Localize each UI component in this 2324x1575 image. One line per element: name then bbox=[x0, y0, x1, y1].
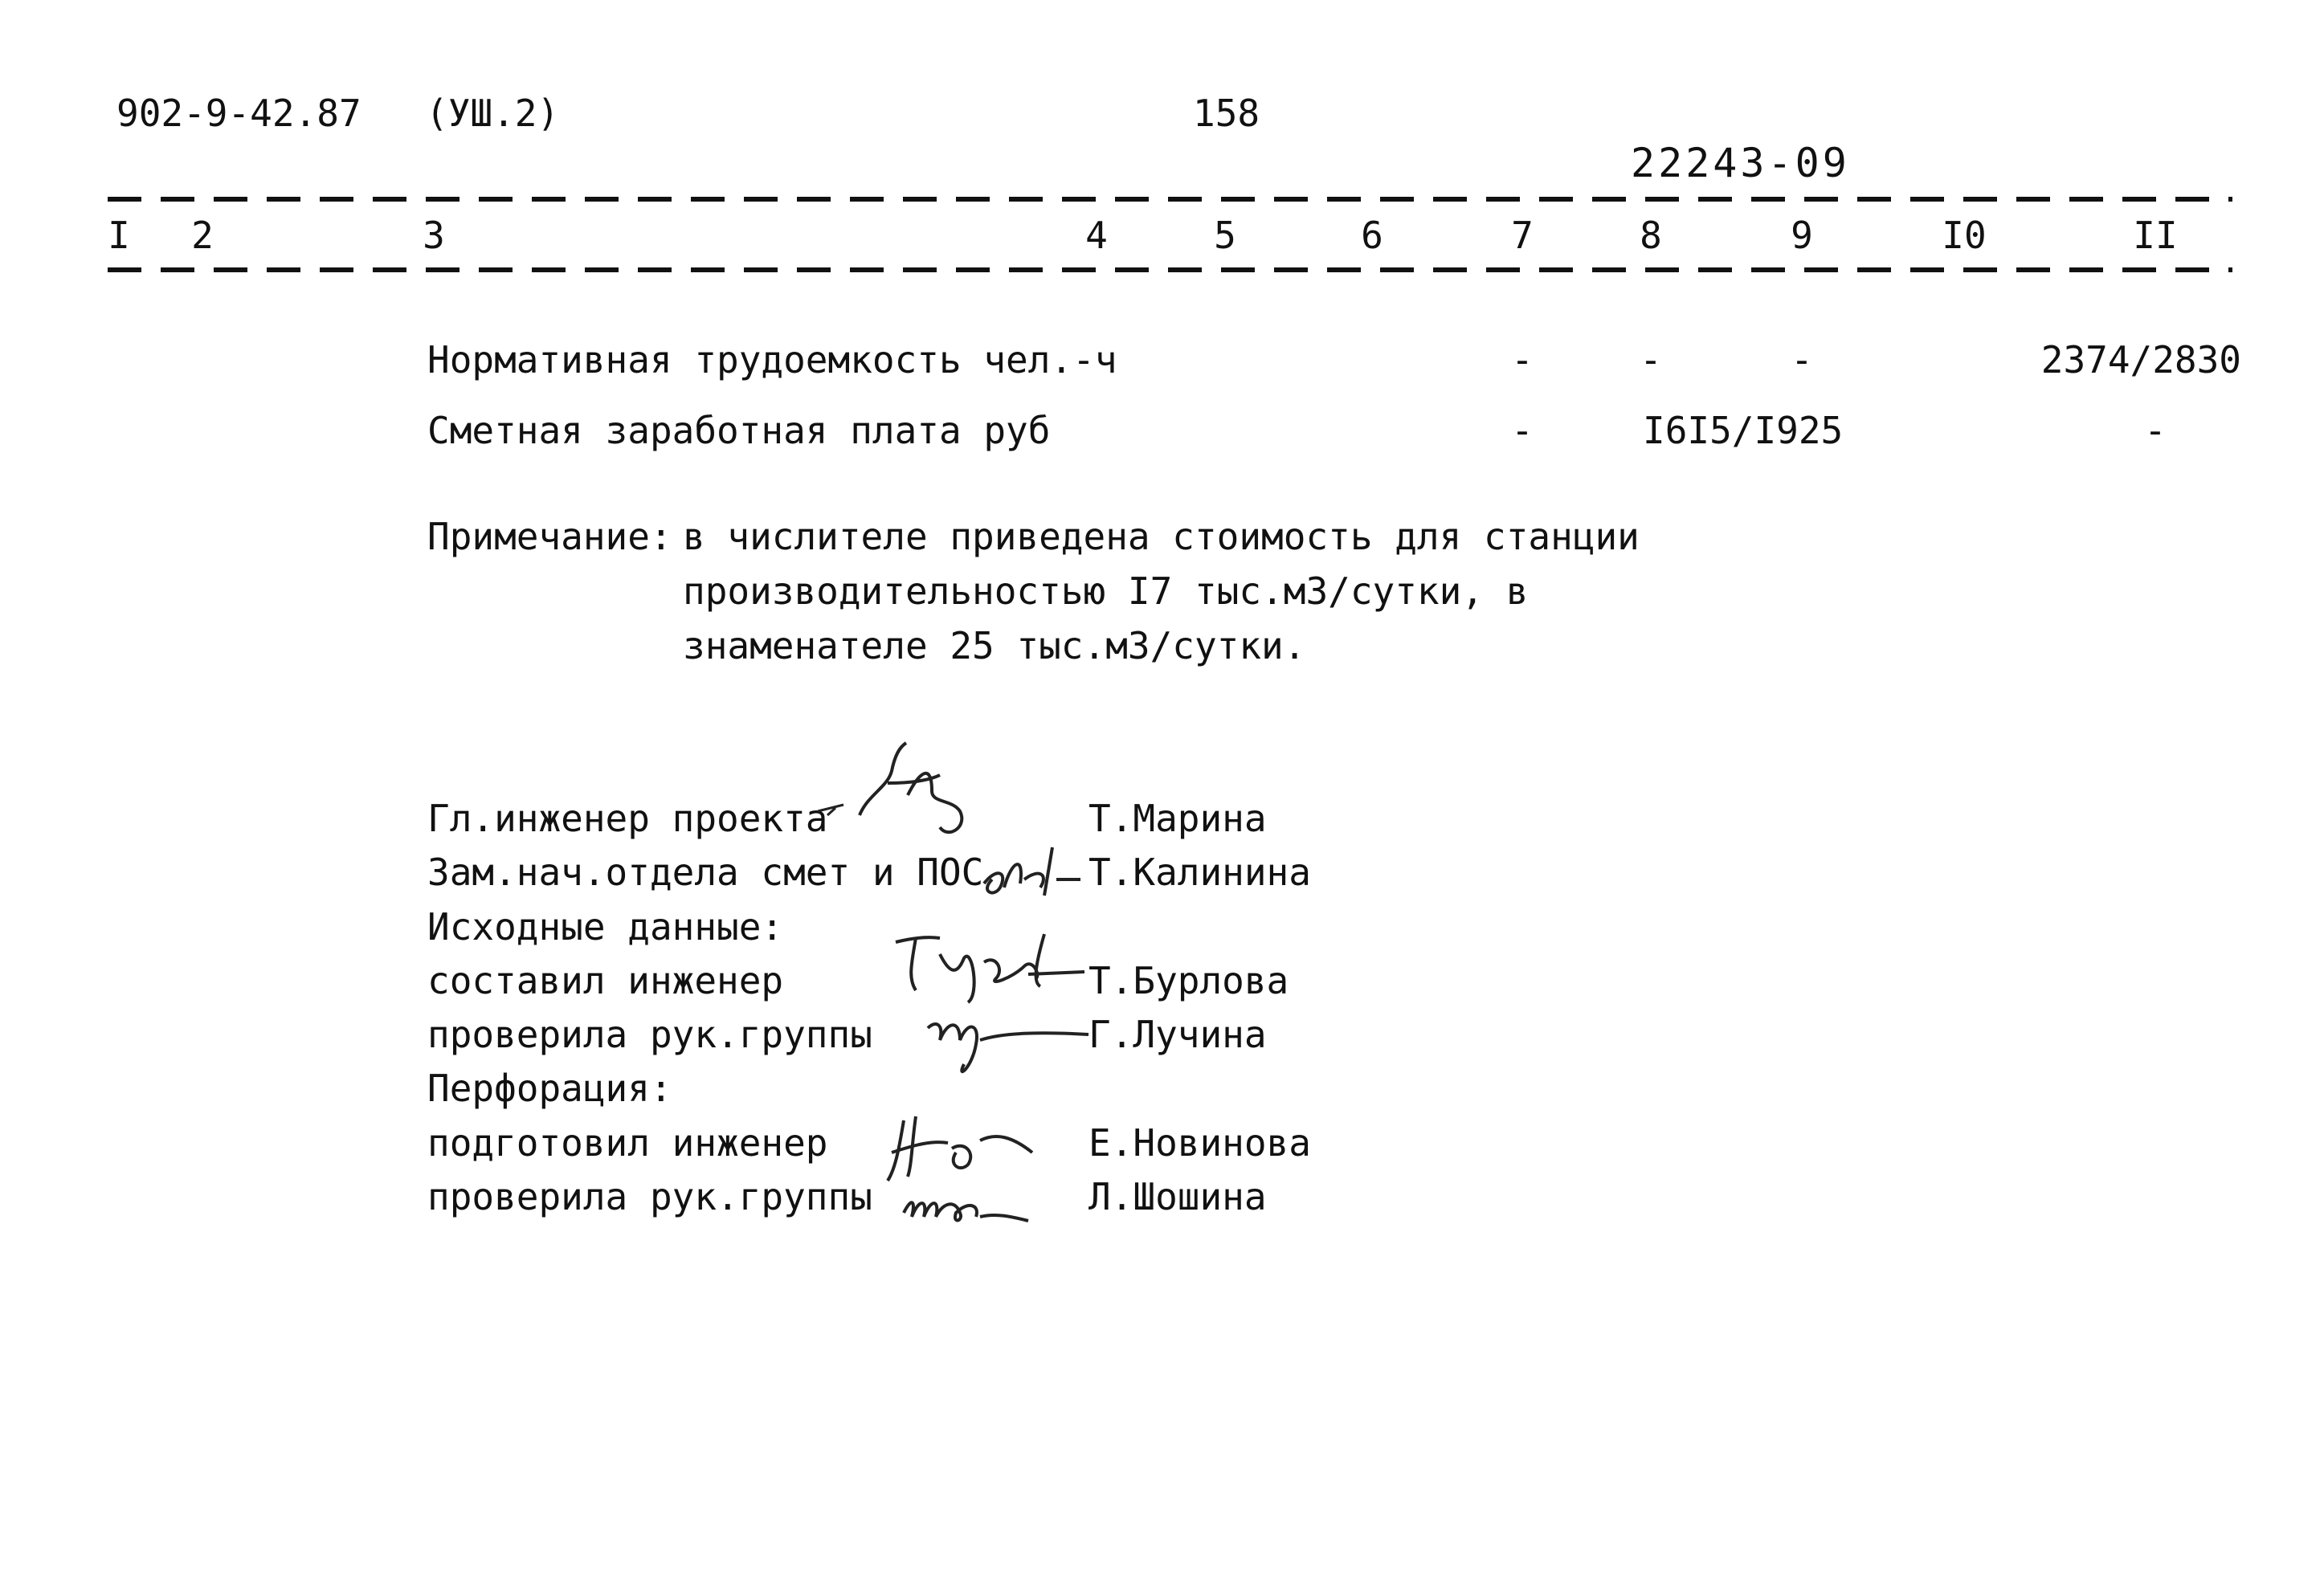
note-prefix: Примечание: bbox=[427, 515, 672, 558]
header-rule-top bbox=[108, 197, 2232, 202]
document-code: 902-9-42.87 bbox=[116, 92, 361, 135]
note-line-1: в числителе приведена стоимость для станции bbox=[683, 515, 1640, 558]
column-header-6: 6 bbox=[1361, 214, 1383, 257]
row-labor-col7: - bbox=[1511, 338, 1534, 382]
signature-role-7: подготовил инженер bbox=[427, 1121, 828, 1165]
row-labor-col8: - bbox=[1640, 338, 1662, 382]
row-wages-col8-9: I6I5/I925 bbox=[1643, 409, 1844, 452]
signature-section-perforation: Перфорация: bbox=[427, 1067, 672, 1110]
row-wages-col11: - bbox=[2144, 409, 2167, 452]
signature-name-5: Г.Лучина bbox=[1088, 1013, 1267, 1056]
signature-name-2: Т.Калинина bbox=[1088, 851, 1311, 894]
column-header-11: II bbox=[2133, 214, 2178, 257]
signature-section-source-data: Исходные данные: bbox=[427, 905, 784, 949]
stamp-number: 22243-09 bbox=[1631, 140, 1850, 186]
row-label-labor: Нормативная трудоемкость чел.-ч bbox=[427, 338, 1117, 382]
signature-role-2: Зам.нач.отдела смет и ПОС bbox=[427, 851, 984, 894]
signature-role-8: проверила рук.группы bbox=[427, 1175, 872, 1218]
note-line-2: производительностью I7 тыс.м3/сутки, в bbox=[683, 569, 1529, 613]
page-number: 158 bbox=[1193, 92, 1260, 135]
signature-name-4: Т.Бурлова bbox=[1088, 959, 1289, 1002]
column-header-9: 9 bbox=[1791, 214, 1813, 257]
row-labor-col9: - bbox=[1791, 338, 1813, 382]
handwritten-signature-4 bbox=[916, 996, 1093, 1084]
column-header-10: I0 bbox=[1942, 214, 1987, 257]
signature-role-5: проверила рук.группы bbox=[427, 1013, 872, 1056]
handwritten-signature-2 bbox=[976, 835, 1088, 908]
signature-role-4: составил инженер bbox=[427, 959, 784, 1002]
note-line-3: знаменателе 25 тыс.м3/сутки. bbox=[683, 624, 1306, 667]
column-header-8: 8 bbox=[1640, 214, 1662, 257]
row-label-wages: Сметная заработная плата руб bbox=[427, 409, 1051, 452]
handwritten-signature-6 bbox=[892, 1169, 1036, 1233]
signature-name-1: Т.Марина bbox=[1088, 797, 1267, 840]
signature-role-1: Гл.инженер проекта bbox=[427, 797, 828, 840]
handwritten-signature-1 bbox=[811, 739, 996, 851]
column-header-1: I bbox=[108, 214, 130, 257]
header-rule-bottom bbox=[108, 267, 2232, 272]
column-header-4: 4 bbox=[1085, 214, 1108, 257]
signature-name-8: Л.Шошина bbox=[1088, 1175, 1267, 1218]
column-header-2: 2 bbox=[191, 214, 214, 257]
row-labor-col11: 2374/2830 bbox=[2040, 338, 2241, 382]
section-label: (УШ.2) bbox=[426, 92, 560, 135]
signature-name-7: Е.Новинова bbox=[1088, 1121, 1311, 1165]
column-header-7: 7 bbox=[1511, 214, 1534, 257]
column-header-5: 5 bbox=[1214, 214, 1236, 257]
column-header-3: 3 bbox=[423, 214, 445, 257]
row-wages-col7: - bbox=[1511, 409, 1534, 452]
